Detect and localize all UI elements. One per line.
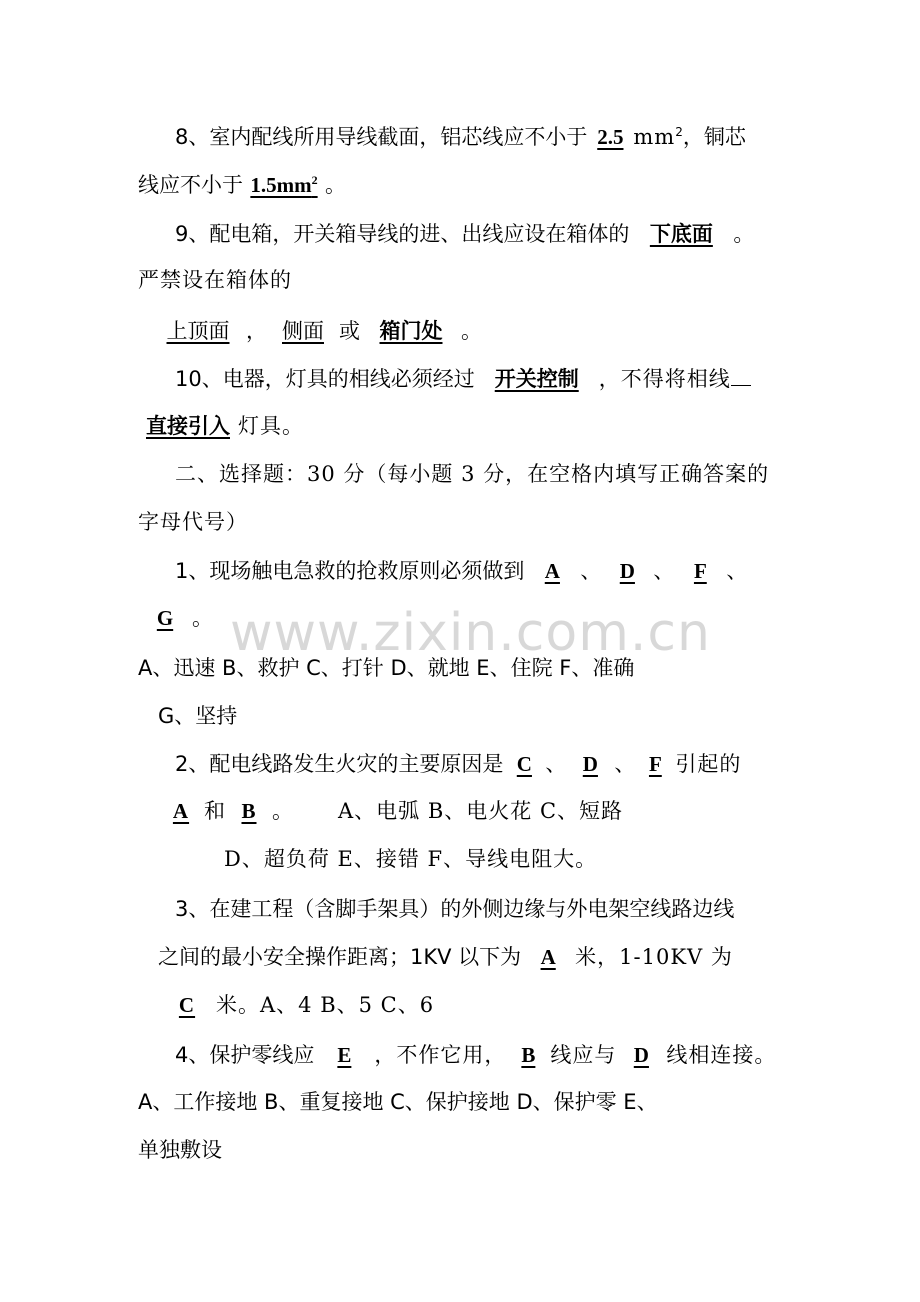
c1-sep-2: 、 — [653, 559, 675, 583]
c2-suffix: 引起的 — [675, 752, 742, 776]
q10-line2-end: 灯具。 — [238, 414, 304, 438]
c2-options: A、电弧 B、电火花 C、短路 — [338, 799, 624, 823]
section2-heading-cont: 字母代号） — [138, 510, 248, 534]
c1-text: 1、现场触电急救的抢救原则必须做到 — [175, 559, 525, 583]
c2-answer-1: C — [516, 752, 532, 776]
q9-line1 — [175, 219, 754, 249]
q10-answer-direct: 直接引入 — [146, 414, 230, 438]
q9-line2: 严禁设在箱体的 — [138, 268, 292, 292]
c2-end: 。 — [272, 799, 294, 823]
q8-answer-aluminum: 2.5 — [597, 125, 624, 149]
q9-or: 或 — [339, 319, 361, 343]
q8-unit-sup: 2 — [675, 125, 683, 139]
c4-options: A、工作接地 B、重复接地 C、保护接地 D、保护零 E、 — [138, 1090, 658, 1114]
c2-answer-4: A — [172, 799, 190, 823]
c3-options: 米。A、4 B、5 C、6 — [216, 993, 435, 1017]
q10-answer-switch: 开关控制 — [494, 367, 579, 391]
c3-line3 — [158, 990, 434, 1020]
c2-options-cont: D、超负荷 E、接错 F、导线电阻大。 — [224, 847, 598, 871]
c4-mid1: ，不作它用， — [374, 1043, 507, 1067]
c2-line2 — [158, 796, 623, 826]
q10-line1 — [175, 364, 751, 394]
c2-sep-1: 、 — [545, 752, 567, 776]
c1-line2 — [138, 603, 213, 633]
c3-answer-1: A — [540, 945, 556, 969]
q9-answer-side: 侧面 — [282, 319, 324, 343]
q8-unit: mm — [633, 125, 676, 149]
q8-text-suffix: ，铜芯 — [682, 125, 746, 149]
q8-text: 8、室内配线所用导线截面，铝芯线应不小于 — [175, 125, 588, 149]
c4-mid2: 线应与 — [550, 1043, 617, 1067]
c3-line1: 3、在建工程（含脚手架具）的外侧边缘与外电架空线路边线 — [175, 897, 735, 921]
c1-options-cont: G、坚持 — [158, 704, 238, 728]
c3-text: 之间的最小安全操作距离；1KV 以下为 — [158, 945, 522, 969]
c1-answer-4: G — [156, 606, 174, 630]
q9-line3 — [150, 316, 482, 346]
c1-sep-1: 、 — [580, 559, 602, 583]
q10-line2 — [138, 411, 304, 441]
watermark: www.zixin.com.cn — [230, 603, 711, 663]
c4-text: 4、保护零线应 — [175, 1043, 315, 1067]
q9-line3-end: 。 — [461, 319, 482, 343]
q9-comma: ， — [246, 319, 267, 343]
c4-suffix: 线相连接。 — [666, 1043, 777, 1067]
q8-answer-copper — [243, 170, 325, 200]
c4-answer-2: B — [521, 1043, 536, 1067]
q8-answer-copper-value: 1.5mm — [250, 173, 312, 197]
c2-answer-2: D — [582, 752, 598, 776]
c2-and: 和 — [204, 799, 226, 823]
c2-text: 2、配电线路发生火灾的主要原因是 — [175, 752, 504, 776]
q9-answer-door: 箱门处 — [379, 319, 443, 343]
c1-end: 。 — [192, 606, 213, 630]
c1-line1 — [175, 556, 747, 586]
c1-options: A、迅速 B、救护 C、打针 D、就地 E、住院 F、准确 — [138, 656, 635, 680]
q10-suffix: ，不得将相线 — [598, 367, 731, 391]
c2-sep-2: 、 — [614, 752, 636, 776]
c2-line1 — [175, 749, 741, 779]
q8-line2-text: 线应不小于 — [138, 173, 243, 197]
q9-answer-top: 上顶面 — [166, 319, 230, 343]
c4-options-cont: 单独敷设 — [138, 1138, 222, 1162]
c3-line2 — [158, 942, 733, 972]
c4-answer-1: E — [337, 1043, 352, 1067]
q8-line2-end: 。 — [325, 173, 346, 197]
c1-answer-1: A — [544, 559, 560, 583]
q8-line1 — [175, 122, 746, 152]
c2-answer-3: F — [648, 752, 662, 776]
q9-text: 9、配电箱，开关箱导线的进、出线应设在箱体的 — [175, 222, 630, 246]
q8-answer-copper-sup: 2 — [311, 173, 318, 187]
q9-answer-bottom: 下底面 — [649, 222, 713, 246]
q8-line2 — [138, 170, 346, 200]
c3-answer-2: C — [178, 993, 196, 1017]
c1-sep-3: 、 — [726, 559, 748, 583]
c4-line1 — [175, 1040, 776, 1070]
c4-answer-3: D — [633, 1043, 649, 1067]
c1-answer-3: F — [693, 559, 707, 583]
q9-end: 。 — [733, 222, 755, 246]
q10-blank — [731, 365, 751, 386]
q10-text: 10、电器，灯具的相线必须经过 — [175, 367, 475, 391]
c3-suffix: 米，1-10KV 为 — [575, 945, 733, 969]
section2-heading: 二、选择题：30 分（每小题 3 分，在空格内填写正确答案的 — [175, 462, 770, 486]
c1-answer-2: D — [619, 559, 635, 583]
c2-answer-5: B — [241, 799, 257, 823]
